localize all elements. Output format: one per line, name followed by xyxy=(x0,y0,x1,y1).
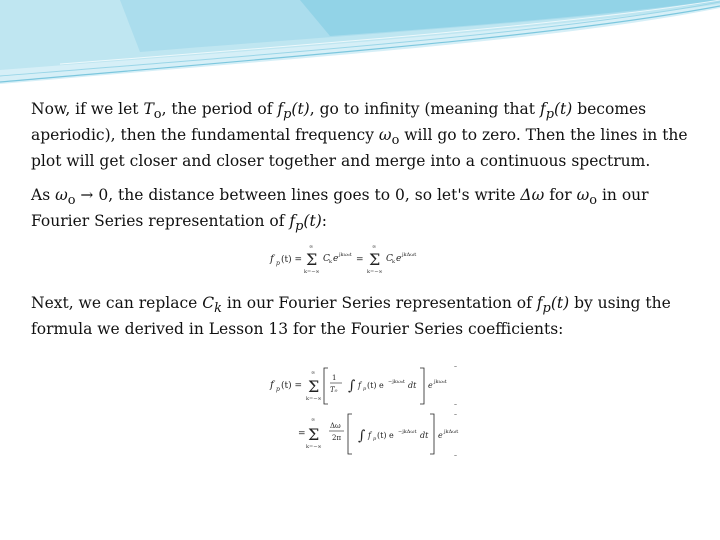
subscript: p xyxy=(295,219,304,235)
svg-text:−jkω₀t: −jkω₀t xyxy=(388,379,405,385)
subscript: o xyxy=(153,107,162,123)
subscript: p xyxy=(545,107,554,123)
fourier-series-equation-image xyxy=(268,240,428,276)
svg-text:jkω₀t: jkω₀t xyxy=(339,252,352,258)
subscript: p xyxy=(542,301,551,317)
text-segment: in our Fourier Series representation of xyxy=(221,294,537,312)
svg-text:p: p xyxy=(276,386,280,393)
paragraph-delta-omega xyxy=(31,185,691,237)
svg-text:=: = xyxy=(356,255,364,265)
text-segment: in our Fourier Series representation of xyxy=(31,186,649,231)
svg-text:C: C xyxy=(323,254,330,264)
svg-text:Σ: Σ xyxy=(306,250,318,269)
svg-text:∫: ∫ xyxy=(348,378,356,394)
subscript: o xyxy=(67,193,76,209)
subscript: k xyxy=(214,301,222,317)
svg-text:f: f xyxy=(270,254,274,265)
svg-text:1: 1 xyxy=(332,374,337,382)
symbol-f: f xyxy=(539,100,546,118)
subscript: o xyxy=(589,193,598,209)
svg-text:∫: ∫ xyxy=(358,428,366,444)
symbol-arg: (t) xyxy=(553,100,573,118)
svg-text:–: – xyxy=(454,452,457,458)
text-segment: becomes aperiodic), then the fundamental frequency xyxy=(31,100,647,145)
svg-text:jkΔωt: jkΔωt xyxy=(402,252,417,258)
svg-text:e: e xyxy=(438,431,443,440)
svg-text:e: e xyxy=(333,254,339,264)
subscript: o xyxy=(391,133,400,149)
text-segment: for xyxy=(544,186,577,204)
text-segment: , the period of xyxy=(161,100,278,118)
subscript: p xyxy=(283,107,292,123)
text-segment: Next, we can replace xyxy=(31,294,203,312)
symbol-f: f xyxy=(536,294,543,312)
paragraph-aperiodic xyxy=(31,99,691,172)
svg-text:−jkΔωt: −jkΔωt xyxy=(398,429,417,435)
svg-text:Σ: Σ xyxy=(308,425,320,444)
svg-text:f: f xyxy=(358,381,361,390)
svg-text:–: – xyxy=(454,364,457,370)
symbol-delta-omega: Δω xyxy=(520,186,545,204)
text-segment: by using the formula we derived in Lesson 13 for the Fourier Series coefficients: xyxy=(31,294,671,339)
svg-text:T₀: T₀ xyxy=(330,386,338,394)
svg-text:e: e xyxy=(428,381,433,390)
symbol-arg: (t) xyxy=(550,294,570,312)
svg-text:∞: ∞ xyxy=(372,244,377,250)
symbol-f: f xyxy=(277,100,284,118)
svg-text:jkω₀t: jkω₀t xyxy=(434,379,447,385)
svg-text:k=−∞: k=−∞ xyxy=(304,269,320,275)
svg-text:k: k xyxy=(329,259,333,265)
paragraph-replace-ck xyxy=(31,293,691,340)
svg-text:jkΔωt: jkΔωt xyxy=(444,429,459,435)
svg-text:dt: dt xyxy=(408,381,417,390)
symbol-arg: (t) xyxy=(291,100,310,118)
svg-text:(t) e: (t) e xyxy=(377,431,394,440)
text-segment: → 0, the distance between lines goes to 0, so let's write xyxy=(75,186,521,204)
text-segment: will go to zero. Then the lines in the plot will get closer and closer together and merge into a continuous spectrum. xyxy=(31,126,688,171)
svg-text:(t) =: (t) = xyxy=(281,381,303,391)
symbol-omega: ω xyxy=(378,126,392,145)
text-segment: : xyxy=(321,212,327,231)
svg-text:p: p xyxy=(276,260,280,267)
svg-text:p: p xyxy=(373,436,377,442)
text-segment: , go to infinity (meaning that xyxy=(309,100,540,118)
svg-text:dt: dt xyxy=(420,431,429,440)
svg-text:(t) =: (t) = xyxy=(281,255,303,265)
svg-text:∞: ∞ xyxy=(311,417,316,423)
svg-text:∞: ∞ xyxy=(309,244,314,250)
svg-text:k=−∞: k=−∞ xyxy=(367,269,383,275)
symbol-C: C xyxy=(202,294,215,312)
svg-text:k=−∞: k=−∞ xyxy=(306,444,322,450)
symbol-omega: ω xyxy=(55,186,68,204)
svg-text:–: – xyxy=(454,411,457,418)
svg-text:k=−∞: k=−∞ xyxy=(306,396,322,402)
fourier-coefficient-substitution-image xyxy=(268,364,478,458)
svg-text:–: – xyxy=(454,401,457,408)
symbol-omega: ω xyxy=(576,186,590,204)
svg-text:Σ: Σ xyxy=(308,377,320,396)
symbol-arg: (t) xyxy=(303,212,322,231)
svg-text:e: e xyxy=(396,254,402,264)
symbol-T: T xyxy=(143,100,154,118)
svg-text:=: = xyxy=(298,429,306,439)
svg-text:(t) e: (t) e xyxy=(367,381,384,390)
svg-text:Σ: Σ xyxy=(369,250,381,269)
svg-text:p: p xyxy=(363,386,367,392)
svg-text:C: C xyxy=(386,254,393,264)
svg-text:Δω: Δω xyxy=(330,422,341,430)
svg-text:2π: 2π xyxy=(332,434,342,442)
text-segment: Now, if we let xyxy=(31,100,144,118)
svg-text:k: k xyxy=(392,259,396,265)
svg-text:f: f xyxy=(270,380,274,391)
svg-text:f: f xyxy=(368,431,371,440)
header-wave-decoration xyxy=(0,0,720,90)
svg-text:∞: ∞ xyxy=(311,370,316,376)
symbol-f: f xyxy=(289,212,296,231)
text-segment: As xyxy=(31,186,56,204)
